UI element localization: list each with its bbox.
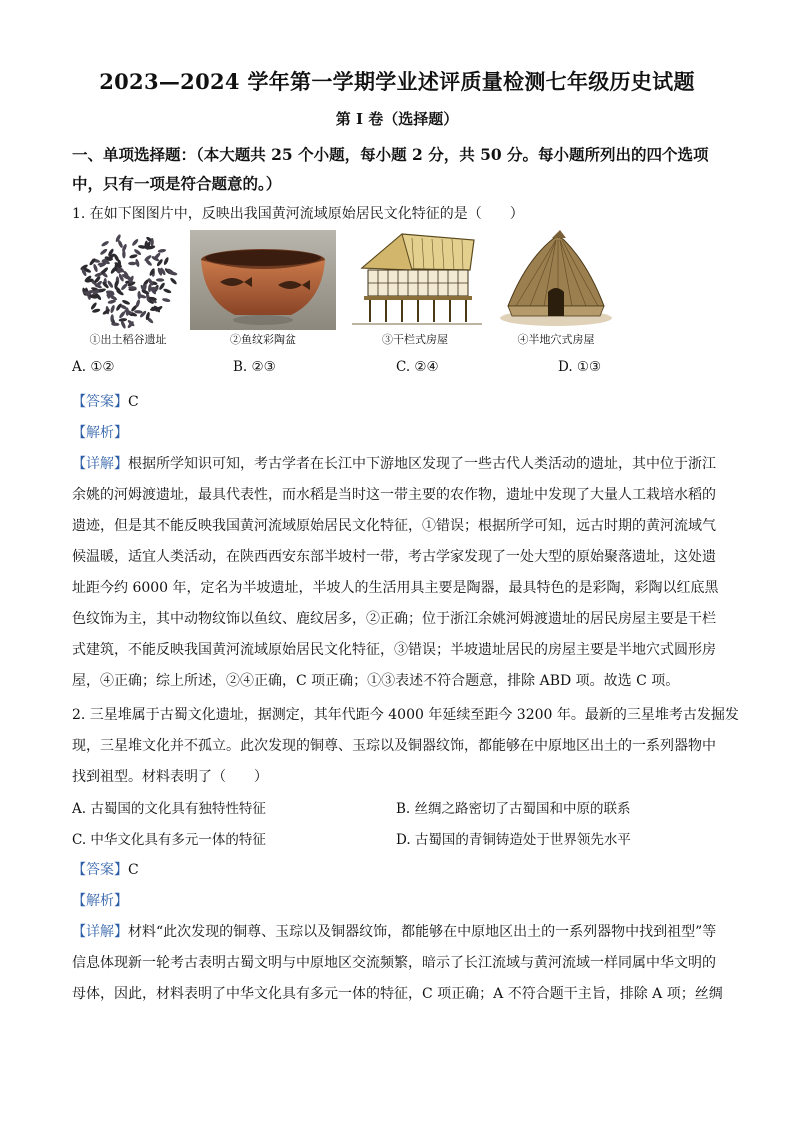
pottery-basin-illustration: [190, 230, 336, 330]
semi-subterranean-house-image: [496, 230, 616, 330]
q1-detail-tag: 【详解】: [72, 456, 128, 472]
q1-answer-tag: 【答案】: [72, 394, 128, 410]
fish-pottery-basin-image: [190, 230, 336, 330]
q2-detail-text-3: 母体，因此，材料表明了中华文化具有多元一体的特征，C 项正确；A 不符合题干主旨，排除 A 项；丝绸: [72, 986, 723, 1002]
rice-grains-image: [72, 230, 184, 330]
q2-detail-tag: 【详解】: [72, 924, 128, 940]
q1-option-d[interactable]: D. ①③: [558, 359, 602, 375]
q2-answer-line: [72, 859, 139, 879]
q2-stem-line-2: 现，三星堆文化并不孤立。此次发现的铜尊、玉琮以及铜器纹饰，都能够在中原地区出土的一系列器物中: [72, 738, 716, 754]
q1-caption-2: ②鱼纹彩陶盆: [230, 333, 296, 346]
q1-detail-text-1: 根据所学知识可知，考古学者在长江中下游地区发现了一些古代人类活动的遗址，其中位于浙江: [128, 456, 716, 472]
q1-detail-text-5: 址距今约 6000 年，定名为半坡遗址，半坡人的生活用具主要是陶器，最具特色的是彩陶，彩陶以红底黑: [72, 580, 719, 596]
stilt-house-image: [342, 230, 488, 330]
q2-option-d[interactable]: D. 古蜀国的青铜铸造处于世界领先水平: [396, 832, 631, 848]
q2-analysis-tag: 【解析】: [72, 893, 128, 909]
q1-option-b[interactable]: B. ②③: [233, 359, 276, 375]
q1-analysis-tag: 【解析】: [72, 425, 128, 441]
section-heading-line-1: 一、单项选择题：（本大题共 25 个小题，每小题 2 分，共 50 分。每小题所列出的四个选项: [72, 145, 709, 164]
q1-detail-text-6: 色纹饰为主，其中动物纹饰以鱼纹、鹿纹居多，②正确；位于浙江余姚河姆渡遗址的居民房屋主要是干栏: [72, 611, 716, 627]
q1-answer-line: [72, 391, 139, 411]
q2-detail-text-2: 信息体现新一轮考古表明古蜀文明与中原地区交流频繁，暗示了长江流域与黄河流域一样同属中华文明的: [72, 955, 716, 971]
q2-answer-tag: 【答案】: [72, 862, 128, 878]
q2-option-a[interactable]: A. 古蜀国的文化具有独特性特征: [72, 801, 266, 817]
q2-detail-line: [72, 921, 722, 941]
round-hut-illustration: [496, 230, 616, 330]
q1-option-c[interactable]: C. ②④: [396, 359, 439, 375]
section-heading: [72, 140, 727, 198]
q2-option-c[interactable]: C. 中华文化具有多元一体的特征: [72, 832, 266, 848]
q2-answer-value: C: [128, 862, 139, 878]
rice-grains-illustration: [72, 230, 184, 330]
page-title: 2023—2024 学年第一学期学业述评质量检测七年级历史试题: [99, 69, 695, 94]
q1-caption-3: ③干栏式房屋: [382, 333, 448, 346]
q1-stem: 1. 在如下图图片中，反映出我国黄河流域原始居民文化特征的是（ ）: [72, 206, 524, 222]
q1-caption-4: ④半地穴式房屋: [517, 333, 595, 346]
q2-stem-line-1: 2. 三星堆属于古蜀文化遗址，据测定，其年代距今 4000 年延续至距今 3200 年。最新的三星堆考古发掘发: [72, 707, 739, 723]
q1-detail-text-7: 式建筑，不能反映我国黄河流域原始居民文化特征，③错误；半坡遗址居民的房屋主要是半地穴式圆形房: [72, 642, 716, 658]
q1-option-a[interactable]: A. ①②: [72, 359, 115, 375]
q2-detail-text-1: 材料“此次发现的铜尊、玉琮以及铜器纹饰，都能够在中原地区出土的一系列器物中找到祖型”等: [128, 924, 717, 940]
section-heading-line-2: 中，只有一项是符合题意的。）: [72, 174, 282, 193]
q2-option-b[interactable]: B. 丝绸之路密切了古蜀国和中原的联系: [396, 801, 631, 817]
page-subtitle: 第 I 卷（选择题）: [335, 110, 459, 128]
q1-detail-text-8: 屋，④正确；综上所述，②④正确，C 项正确；①③表述不符合题意，排除 ABD 项。故选 C 项。: [72, 673, 680, 689]
q1-detail-text-2: 余姚的河姆渡遗址，最具代表性，而水稻是当时这一带主要的农作物，遗址中发现了大量人工栽培水稻的: [72, 487, 716, 503]
q1-detail-line: [72, 453, 722, 473]
q1-answer-value: C: [128, 394, 139, 410]
q2-stem-line-3: 找到祖型。材料表明了（ ）: [72, 769, 268, 785]
q1-caption-1: ①出土稻谷遗址: [89, 333, 167, 346]
q1-detail-text-4: 候温暖，适宜人类活动，在陕西西安东部半坡村一带，考古学家发现了一处大型的原始聚落遗址，这处遗: [72, 549, 716, 565]
stilt-house-illustration: [342, 230, 488, 330]
q1-detail-text-3: 遗迹，但是其不能反映我国黄河流域原始居民文化特征，①错误；根据所学可知，远古时期的黄河流域气: [72, 518, 716, 534]
